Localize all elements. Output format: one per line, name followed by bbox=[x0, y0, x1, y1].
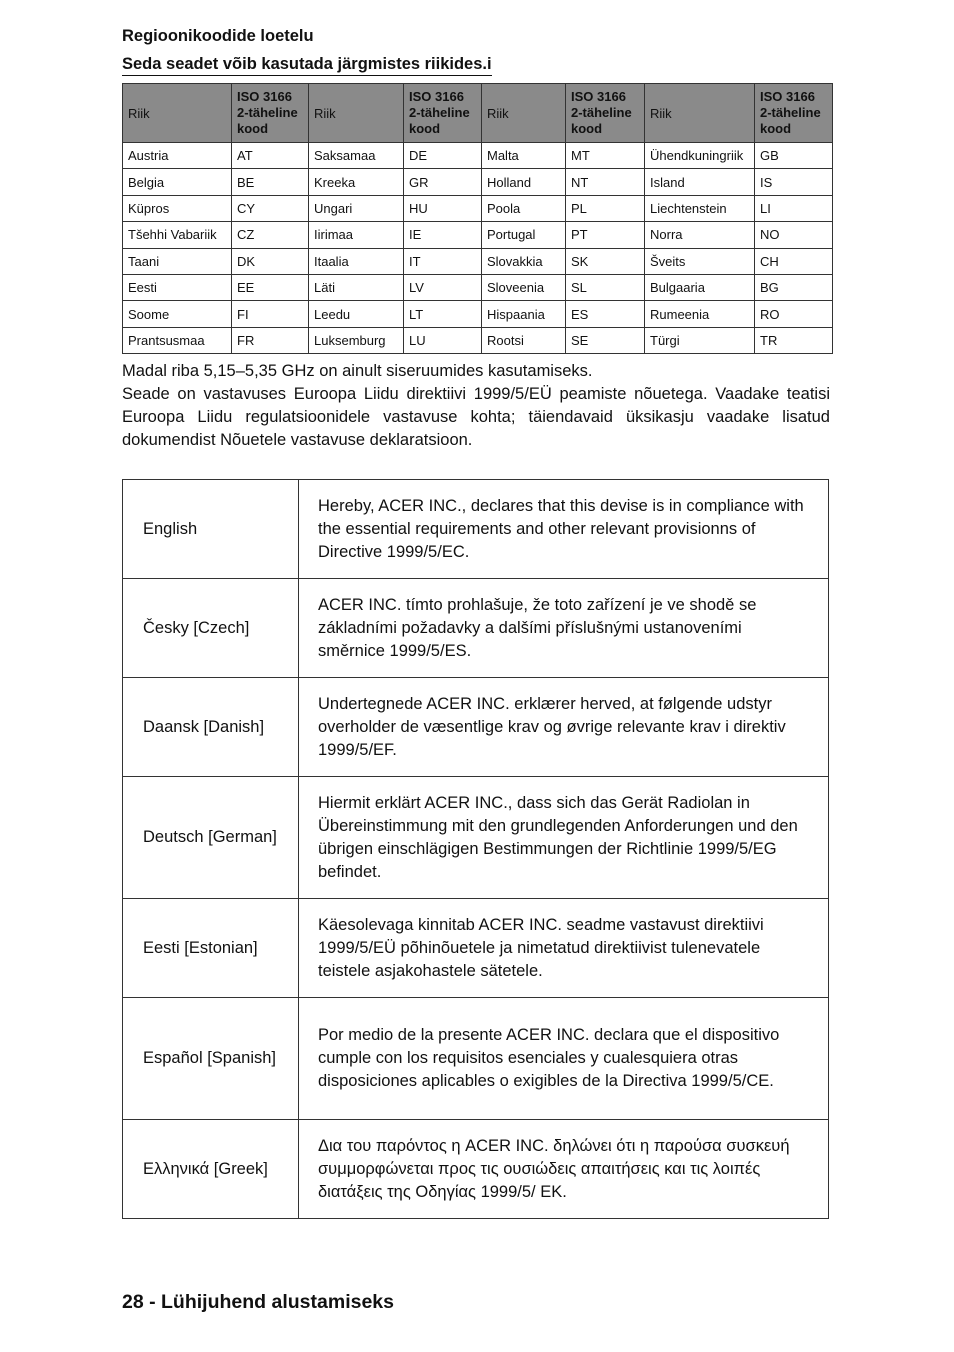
declaration-language: Ελληνικά [Greek] bbox=[123, 1120, 299, 1219]
page-footer: 28 - Lühijuhend alustamiseks bbox=[122, 1291, 394, 1313]
country-cell: Poola bbox=[482, 195, 566, 221]
iso-code-cell: FI bbox=[232, 301, 309, 327]
iso-code-cell: LV bbox=[404, 274, 482, 300]
iso-code-cell: ES bbox=[566, 301, 645, 327]
declaration-language: Česky [Czech] bbox=[123, 579, 299, 678]
country-cell: Malta bbox=[482, 143, 566, 169]
iso-code-cell: MT bbox=[566, 143, 645, 169]
table-header-row bbox=[123, 84, 833, 143]
declaration-language: English bbox=[123, 480, 299, 579]
country-cell: Küpros bbox=[123, 195, 232, 221]
country-cell: Norra bbox=[645, 222, 755, 248]
declaration-row bbox=[123, 998, 829, 1120]
country-cell: Türgi bbox=[645, 327, 755, 353]
country-cell: Kreeka bbox=[309, 169, 404, 195]
table-row bbox=[123, 222, 833, 248]
declaration-text: Käesolevaga kinnitab ACER INC. seadme vastavust direktiivi 1999/5/EÜ põhinõuetele ja nimetatud direktiivist tulenevatele teistele asjakohastele sätetele. bbox=[299, 899, 829, 998]
compliance-paragraph: Seade on vastavuses Euroopa Liidu direktiivi 1999/5/EÜ peamiste nõuetega. Vaadake teatisi Euroopa Liidu regulatsioonidele vastavuse kohta; täiendavaid üksikasju vaadake lisatud dokumendist Nõuetele vastavuse deklaratsioon. bbox=[122, 385, 830, 449]
declaration-row bbox=[123, 678, 829, 777]
table-row bbox=[123, 169, 833, 195]
iso-code-cell: PL bbox=[566, 195, 645, 221]
country-cell: Prantsusmaa bbox=[123, 327, 232, 353]
header-iso-code: ISO 3166 2-täheline kood bbox=[755, 84, 833, 143]
iso-code-cell: BE bbox=[232, 169, 309, 195]
iso-code-cell: NO bbox=[755, 222, 833, 248]
country-cell: Sloveenia bbox=[482, 274, 566, 300]
country-cell: Ungari bbox=[309, 195, 404, 221]
declaration-row bbox=[123, 579, 829, 678]
iso-code-cell: PT bbox=[566, 222, 645, 248]
iso-code-cell: SK bbox=[566, 248, 645, 274]
country-cell: Liechtenstein bbox=[645, 195, 755, 221]
iso-code-cell: GB bbox=[755, 143, 833, 169]
country-cell: Rumeenia bbox=[645, 301, 755, 327]
header-country: Riik bbox=[123, 84, 232, 143]
table-row bbox=[123, 143, 833, 169]
table-row bbox=[123, 248, 833, 274]
iso-code-cell: FR bbox=[232, 327, 309, 353]
country-cell: Šveits bbox=[645, 248, 755, 274]
declaration-row bbox=[123, 1120, 829, 1219]
country-cell: Läti bbox=[309, 274, 404, 300]
declaration-text: Hiermit erklärt ACER INC., dass sich das Gerät Radiolan in Übereinstimmung mit den grundlegenden Anforderungen und den übrigen einschlägigen Bestimmungen der Richtlinie 1999/5/EG befindet. bbox=[299, 777, 829, 899]
header-iso-code: ISO 3166 2-täheline kood bbox=[232, 84, 309, 143]
country-cell: Belgia bbox=[123, 169, 232, 195]
iso-code-cell: TR bbox=[755, 327, 833, 353]
iso-code-cell: BG bbox=[755, 274, 833, 300]
country-cell: Hispaania bbox=[482, 301, 566, 327]
iso-code-cell: DE bbox=[404, 143, 482, 169]
iso-code-cell: HU bbox=[404, 195, 482, 221]
iso-code-cell: AT bbox=[232, 143, 309, 169]
header-iso-code: ISO 3166 2-täheline kood bbox=[566, 84, 645, 143]
declaration-text: Undertegnede ACER INC. erklærer herved, at følgende udstyr overholder de væsentlige krav og øvrige relevante krav i direktiv 1999/5/EF. bbox=[299, 678, 829, 777]
iso-code-cell: IT bbox=[404, 248, 482, 274]
country-cell: Bulgaaria bbox=[645, 274, 755, 300]
section-subheading: Seda seadet võib kasutada järgmistes riikides.i bbox=[122, 55, 492, 76]
country-cell: Saksamaa bbox=[309, 143, 404, 169]
iso-code-cell: EE bbox=[232, 274, 309, 300]
country-cell: Leedu bbox=[309, 301, 404, 327]
declaration-row bbox=[123, 899, 829, 998]
declaration-language: Daansk [Danish] bbox=[123, 678, 299, 777]
country-cell: Portugal bbox=[482, 222, 566, 248]
iso-code-cell: GR bbox=[404, 169, 482, 195]
iso-code-cell: DK bbox=[232, 248, 309, 274]
iso-code-cell: IE bbox=[404, 222, 482, 248]
declaration-row bbox=[123, 480, 829, 579]
country-cell: Itaalia bbox=[309, 248, 404, 274]
header-country: Riik bbox=[309, 84, 404, 143]
country-cell: Soome bbox=[123, 301, 232, 327]
declaration-text: ACER INC. tímto prohlašuje, že toto zařízení je ve shodě se základními požadavky a dalšími příslušnými ustanoveními směrnice 1999/5/ES. bbox=[299, 579, 829, 678]
country-cell: Iirimaa bbox=[309, 222, 404, 248]
table-row bbox=[123, 274, 833, 300]
header-country: Riik bbox=[482, 84, 566, 143]
iso-code-cell: LU bbox=[404, 327, 482, 353]
country-cell: Tšehhi Vabariik bbox=[123, 222, 232, 248]
section-heading: Regioonikoodide loetelu bbox=[122, 27, 314, 45]
iso-code-cell: CZ bbox=[232, 222, 309, 248]
table-row bbox=[123, 327, 833, 353]
country-cell: Island bbox=[645, 169, 755, 195]
country-cell: Rootsi bbox=[482, 327, 566, 353]
iso-code-cell: CY bbox=[232, 195, 309, 221]
country-cell: Luksemburg bbox=[309, 327, 404, 353]
country-cell: Eesti bbox=[123, 274, 232, 300]
region-code-table bbox=[122, 83, 833, 354]
iso-code-cell: SE bbox=[566, 327, 645, 353]
header-country: Riik bbox=[645, 84, 755, 143]
declaration-language: Eesti [Estonian] bbox=[123, 899, 299, 998]
country-cell: Holland bbox=[482, 169, 566, 195]
indoor-use-note: Madal riba 5,15–5,35 GHz on ainult siseruumides kasutamiseks. bbox=[122, 362, 593, 380]
iso-code-cell: CH bbox=[755, 248, 833, 274]
table-row bbox=[123, 195, 833, 221]
iso-code-cell: LT bbox=[404, 301, 482, 327]
iso-code-cell: IS bbox=[755, 169, 833, 195]
iso-code-cell: SL bbox=[566, 274, 645, 300]
declaration-table bbox=[122, 479, 829, 1219]
iso-code-cell: RO bbox=[755, 301, 833, 327]
declaration-language: Español [Spanish] bbox=[123, 998, 299, 1120]
declaration-text: Por medio de la presente ACER INC. declara que el dispositivo cumple con los requisitos esenciales y cualesquiera otras disposiciones aplicables o exigibles de la Directiva 1999/5/CE. bbox=[299, 998, 829, 1120]
header-iso-code: ISO 3166 2-täheline kood bbox=[404, 84, 482, 143]
declaration-row bbox=[123, 777, 829, 899]
declaration-language: Deutsch [German] bbox=[123, 777, 299, 899]
country-cell: Ühendkuningriik bbox=[645, 143, 755, 169]
iso-code-cell: NT bbox=[566, 169, 645, 195]
iso-code-cell: LI bbox=[755, 195, 833, 221]
country-cell: Austria bbox=[123, 143, 232, 169]
country-cell: Taani bbox=[123, 248, 232, 274]
country-cell: Slovakkia bbox=[482, 248, 566, 274]
declaration-text: Δια του παρόντος η ACER INC. δηλώνει ότι η παρούσα συσκευή συμμορφώνεται προς τις ουσιώδεις απαιτήσεις και τις λοιπές διατάξεις της Οδηγίας 1999/5/ ΕΚ. bbox=[299, 1120, 829, 1219]
declaration-text: Hereby, ACER INC., declares that this devise is in compliance with the essential requirements and other relevant provisionns of Directive 1999/5/EC. bbox=[299, 480, 829, 579]
table-row bbox=[123, 301, 833, 327]
